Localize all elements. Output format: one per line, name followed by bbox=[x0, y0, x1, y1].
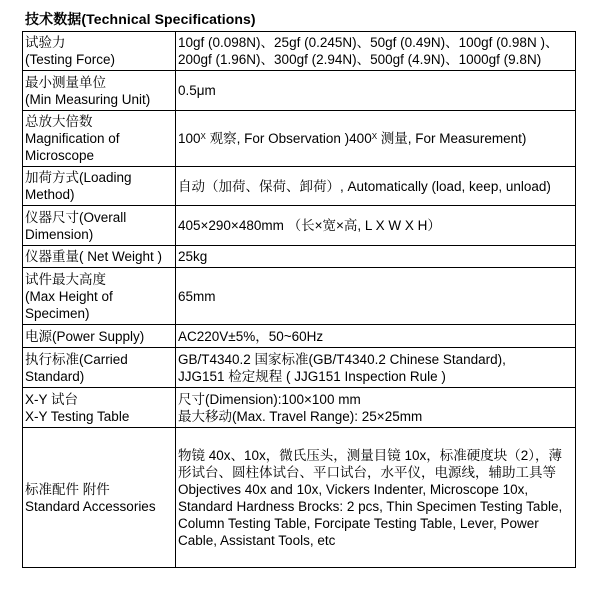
label-cell bbox=[23, 388, 176, 428]
table-row bbox=[23, 167, 576, 206]
label-line: 总放大倍数 bbox=[25, 114, 93, 129]
label-line: Microscope bbox=[25, 148, 95, 163]
label-line: 标准配件 附件 bbox=[25, 481, 110, 497]
table-row bbox=[23, 206, 576, 246]
label-cell bbox=[23, 32, 176, 71]
value-line: GB/T4340.2 国家标准(GB/T4340.2 Chinese Standard), bbox=[178, 351, 506, 367]
value-cell bbox=[176, 71, 576, 111]
table-row bbox=[23, 246, 576, 268]
value-line: 65mm bbox=[178, 288, 216, 304]
label-line: 执行标准(Carried bbox=[25, 351, 128, 367]
label-cell bbox=[23, 246, 176, 268]
value-cell bbox=[176, 246, 576, 268]
table-row bbox=[23, 32, 576, 71]
value-cell bbox=[176, 167, 576, 206]
table-row bbox=[23, 348, 576, 388]
label-line: 仪器重量( Net Weight ) bbox=[25, 249, 163, 264]
value-cell bbox=[176, 428, 576, 568]
value-paragraph: Objectives 40x and 10x, Vickers Indenter, Microscope 10x, Standard Hardness Brocks: 2 pcs, Thin Specimen Testing Table, Column Testing Table, Forcipate Testing Table, Lever, Power Cable, Assistant Tools, etc bbox=[178, 481, 563, 548]
value-cell bbox=[176, 348, 576, 388]
table-row bbox=[23, 325, 576, 348]
value-line: 10gf (0.098N)、25gf (0.245N)、50gf (0.49N)、100gf (0.98N )、 bbox=[178, 35, 559, 50]
value-line: JJG151 检定规程 ( JJG151 Inspection Rule ) bbox=[178, 368, 446, 384]
label-line: (Max Height of bbox=[25, 288, 113, 304]
label-line: 试验力 bbox=[25, 35, 66, 50]
value-cell bbox=[176, 32, 576, 71]
label-line: 试件最大高度 bbox=[25, 271, 106, 287]
label-line: Specimen) bbox=[25, 305, 90, 321]
table-row bbox=[23, 388, 576, 428]
label-cell bbox=[23, 428, 176, 568]
value-line: 自动（加荷、保荷、卸荷）, Automatically (load, keep, unload) bbox=[178, 178, 551, 194]
document-title: 技术数据(Technical Specifications) bbox=[25, 11, 256, 27]
label-line: 加荷方式(Loading bbox=[25, 170, 132, 185]
label-line: X-Y Testing Table bbox=[25, 408, 130, 424]
label-line: Standard Accessories bbox=[25, 498, 156, 514]
value-cell bbox=[176, 268, 576, 325]
value-line: 25kg bbox=[178, 249, 208, 264]
label-line: Magnification of bbox=[25, 131, 120, 146]
value-cell bbox=[176, 325, 576, 348]
value-cell bbox=[176, 111, 576, 167]
label-cell bbox=[23, 206, 176, 246]
label-cell bbox=[23, 167, 176, 206]
label-line: Dimension) bbox=[25, 226, 94, 242]
label-line: 最小测量单位 bbox=[25, 74, 106, 90]
magnification-value: $100^X$ 观察, For Observation )$400^X$ 测量, For Measurement) bbox=[178, 131, 527, 146]
value-line: 405×290×480mm （长×宽×高, L X W X H） bbox=[178, 218, 441, 233]
label-line: X-Y 试台 bbox=[25, 391, 79, 407]
label-cell bbox=[23, 111, 176, 167]
label-cell bbox=[23, 71, 176, 111]
label-cell bbox=[23, 325, 176, 348]
label-line: 仪器尺寸(Overall bbox=[25, 209, 127, 225]
value-line: 尺寸(Dimension):100×100 mm bbox=[178, 391, 361, 407]
label-cell bbox=[23, 348, 176, 388]
table-row bbox=[23, 71, 576, 111]
value-paragraph: 物镜 40x、10x，微氏压头，测量目镜 10x，标准硬度块（2），薄形试台、圆柱体试台、平口试台，水平仪，电源线，辅助工具等 bbox=[178, 447, 563, 480]
value-line: 0.5μm bbox=[178, 83, 216, 98]
table-row bbox=[23, 428, 576, 568]
value-line: AC220V±5%，50~60Hz bbox=[178, 328, 324, 344]
label-line: (Min Measuring Unit) bbox=[25, 91, 151, 107]
label-line: Standard) bbox=[25, 368, 85, 384]
value-cell bbox=[176, 206, 576, 246]
label-line: Method) bbox=[25, 187, 75, 202]
spec-table bbox=[22, 31, 576, 568]
table-row bbox=[23, 268, 576, 325]
label-line: (Testing Force) bbox=[25, 52, 116, 67]
value-cell bbox=[176, 388, 576, 428]
label-cell bbox=[23, 268, 176, 325]
label-line: 电源(Power Supply) bbox=[25, 328, 145, 344]
value-line: 最大移动(Max. Travel Range): 25×25mm bbox=[178, 408, 423, 424]
value-line: 200gf (1.96N)、300gf (2.94N)、500gf (4.9N)、1000gf (9.8N) bbox=[178, 52, 542, 67]
table-row bbox=[23, 111, 576, 167]
